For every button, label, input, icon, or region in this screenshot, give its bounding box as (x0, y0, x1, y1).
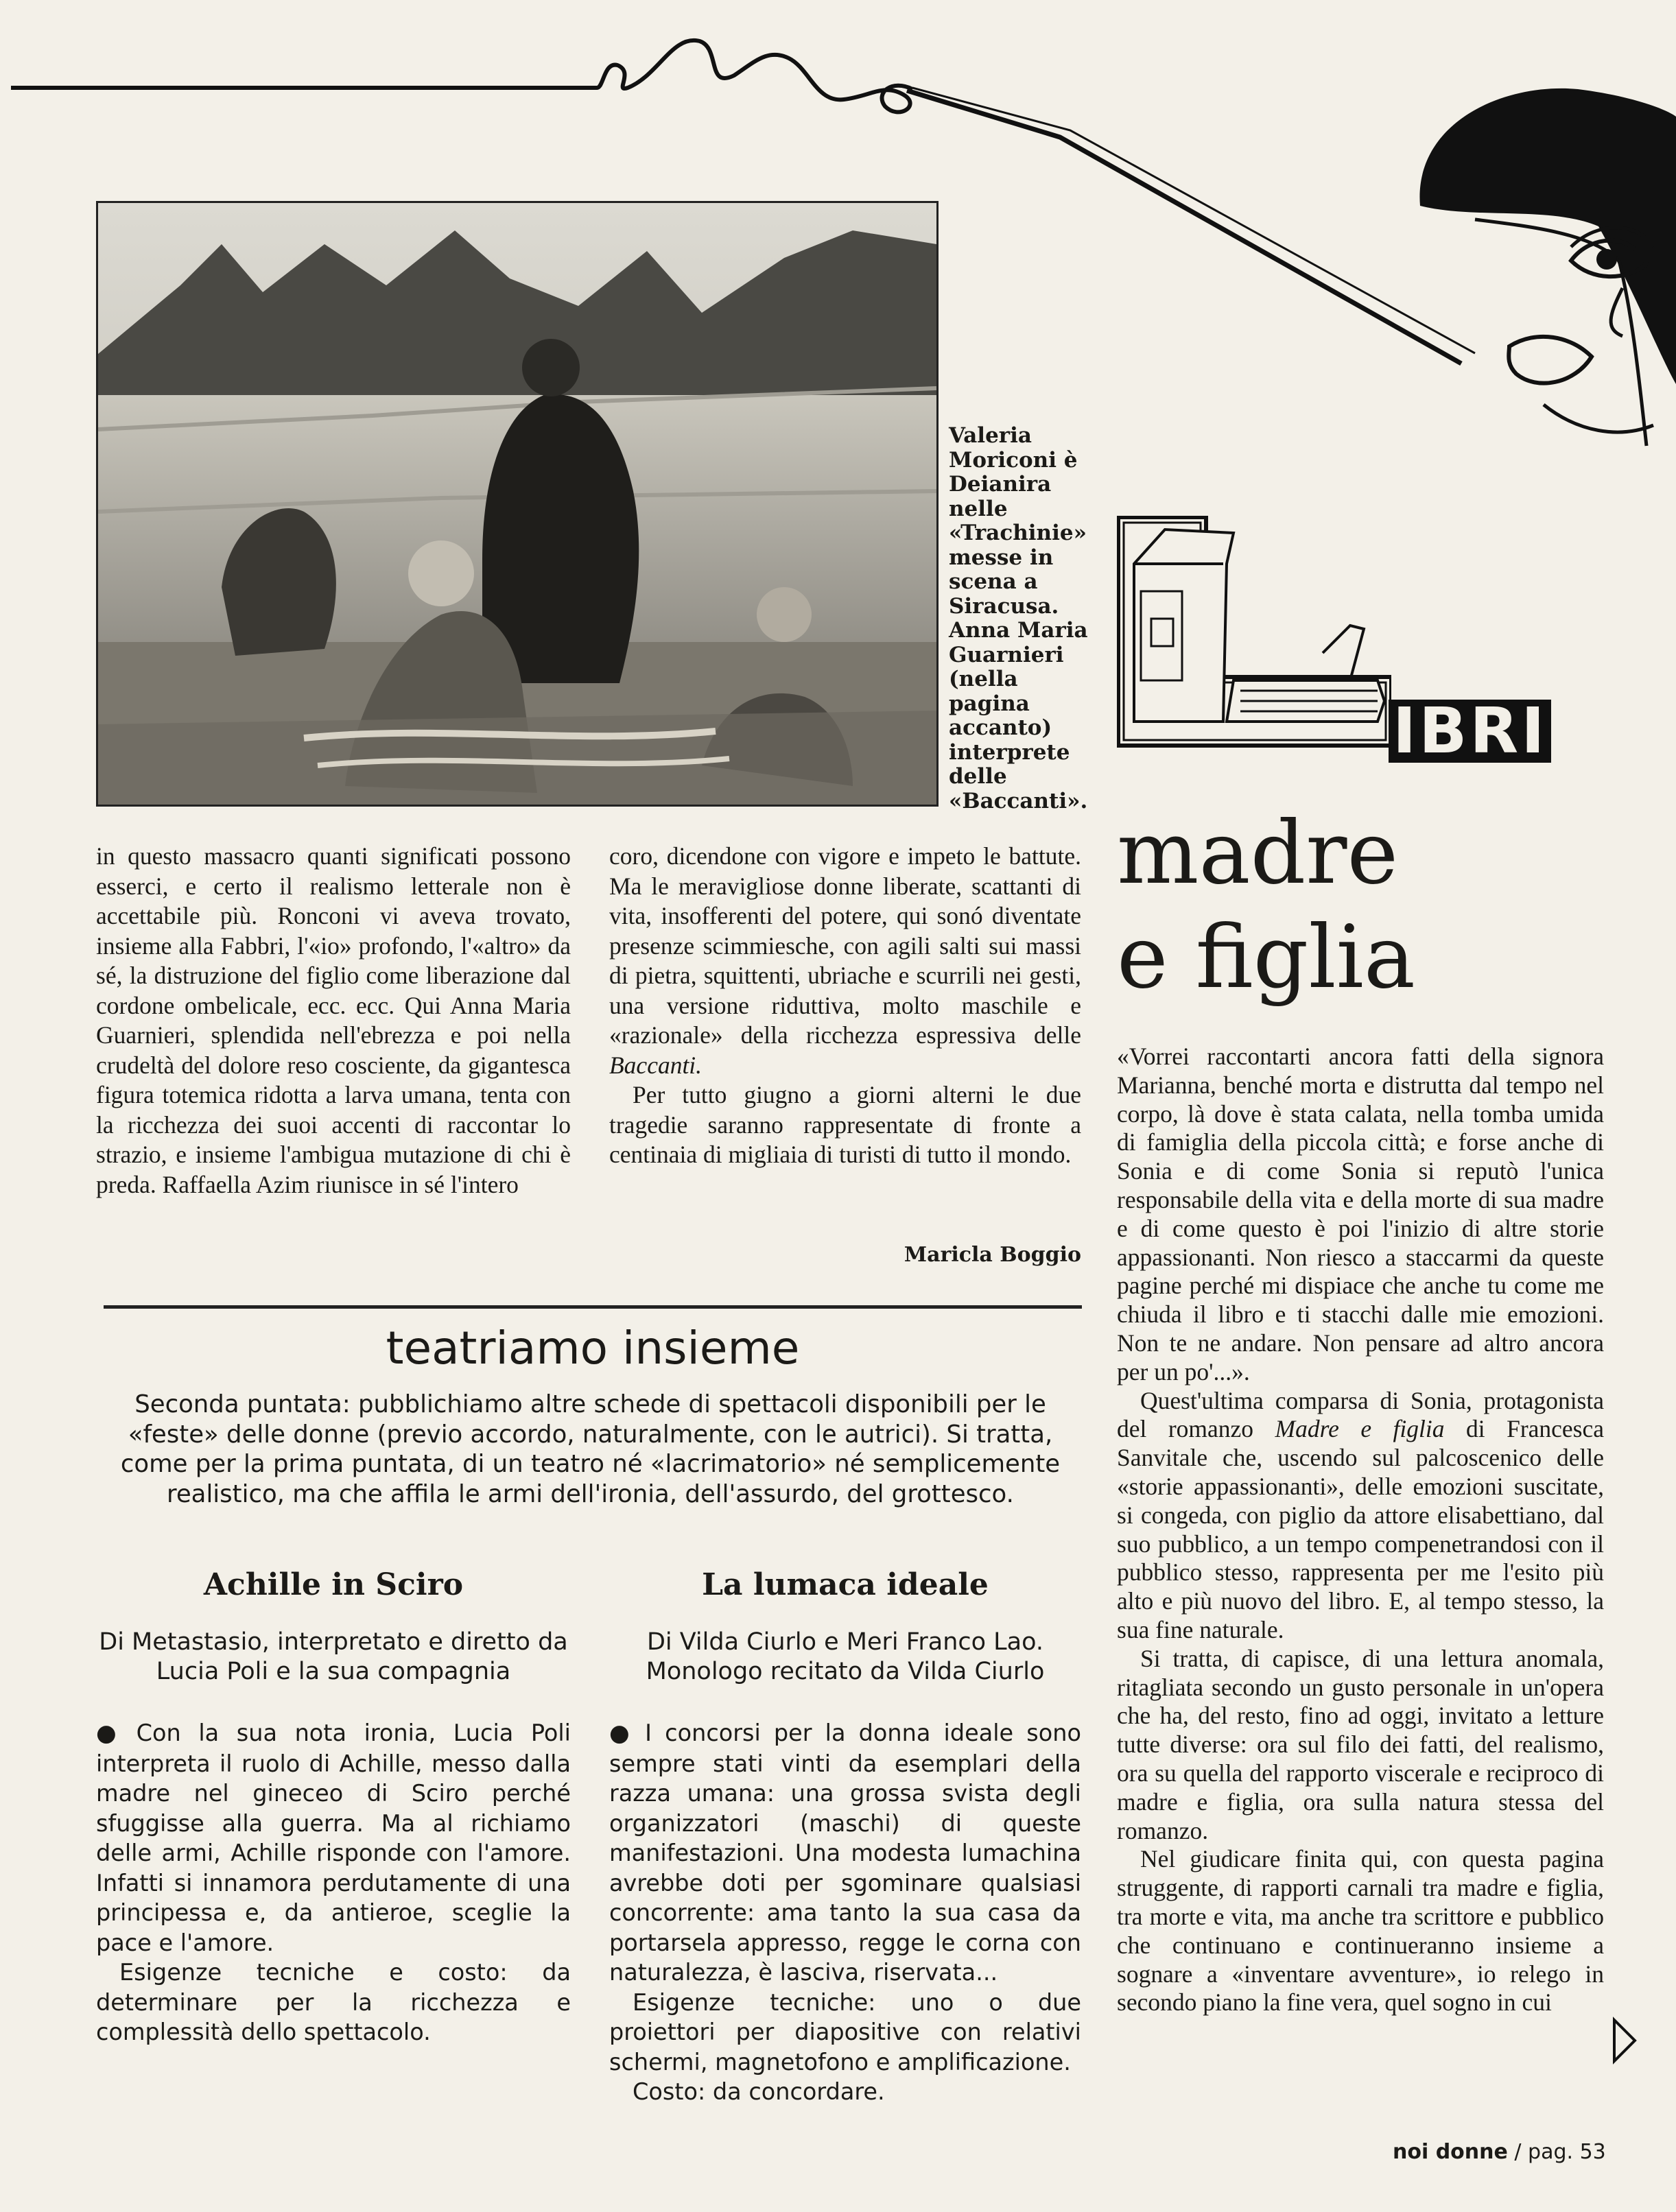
book-title: madre e figlia (1117, 802, 1416, 1008)
article-column-1 (96, 842, 571, 1200)
libri-label (1389, 694, 1551, 768)
article-author: Maricla Boggio (904, 1243, 1081, 1267)
footer-separator: / (1514, 2140, 1522, 2164)
review-paragraph-4: Nel giudicare finita qui, con questa pagina struggente, di rapporti carnali tra madre e figlia, tra morte e vita, ma anche tra scrittore e pubblico che continuano e continueranno insieme a sognare a «inventare avventure», io relego in secondo piano la fine vera, quel sogno in cui (1117, 1845, 1604, 2017)
continue-arrow-icon (1611, 2017, 1638, 2065)
show-description-achille (96, 1718, 571, 2047)
review-p2-start: Quest'ultima comparsa di Sonia, protagonista del romanzo (1117, 1386, 1604, 1443)
show1-text: Con la sua nota ironia, Lucia Poli interpreta il ruolo di Achille, messo dalla madre nel gineceo di Sciro perché sfuggisse alla guerra. Ma al richiamo delle armi, Achille risponde con l'amore. Infatti si innamora perdutamente di una principessa e, da antieroe, sceglie la pace e l'amore. (96, 1720, 571, 1956)
bullet-icon: ● (609, 1720, 636, 1747)
article-col2-text: coro, dicendone con vigore e impeto le battute. Ma le meravigliose donne liberate, scattanti di vita, insofferenti del potere, qui sonó diventate presenze scimmiesche, con agili salti sui massi di pietra, squittenti, ubriache e scurrili nei gesti, una versione riduttiva, molto maschile e «razionale» della ricchezza espressiva delle (609, 842, 1081, 1049)
article-column-2 (609, 842, 1081, 1170)
cigarette-holder (907, 91, 1461, 364)
show-title-lumaca: La lumaca ideale (702, 1567, 989, 1602)
magazine-name: noi donne (1393, 2140, 1508, 2164)
cigarette-holder-inner (912, 88, 1475, 353)
stage-photograph (96, 201, 939, 807)
woman-hair (1419, 88, 1676, 384)
bullet-icon: ● (96, 1720, 127, 1747)
show1-paragraph-2: Esigenze tecniche e costo: da determinare per la ricchezza e complessità dello spettacolo. (96, 1959, 571, 2045)
section-divider (104, 1305, 1082, 1309)
libri-text: IBRI (1389, 700, 1551, 763)
page-footer (1393, 2140, 1606, 2164)
show-title-achille: Achille in Sciro (203, 1567, 464, 1602)
show-credit-achille: Di Metastasio, interpretato e diretto da Lucia Poli e la sua compagnia (99, 1628, 568, 1685)
book-review-column (1117, 1043, 1604, 2017)
article-col2-paragraph-1 (609, 842, 1081, 1080)
baccanti-title: Baccanti. (609, 1051, 703, 1079)
libri-books-logo (1117, 516, 1391, 749)
show-credit-lumaca: Di Vilda Ciurlo e Meri Franco Lao. Monologo recitato da Vilda Ciurlo (646, 1628, 1045, 1685)
show2-paragraph-2: Esigenze tecniche: uno o due proiettori per diapositive con relativi schermi, magnetofono e amplificazione. (609, 1988, 1081, 2076)
photo-scene (98, 203, 936, 805)
review-p2-end: di Francesca Sanvitale che, uscendo sul palcoscenico delle «storie appassionanti», delle emozioni suscitate, si congeda, con piglio da attore elisabettiano, dal suo pubblico, a un tempo compenetrandosi con il pubblico stesso, rappresenta per me l'esito più alto e più nuovo del libro. E, al tempo stesso, la sua fine naturale. (1117, 1415, 1605, 1643)
photo-caption: Valeria Moriconi è Deianira nelle «Trachinie» messe in scena a Siracusa. Anna Maria Guarnieri (nella pagina accanto) interprete delle «Baccanti». (949, 423, 1088, 813)
woman-chin (1544, 405, 1653, 432)
books-icon (1134, 530, 1384, 722)
teatriamo-intro: Seconda puntata: pubblichiamo altre schede di spettacoli disponibili per le «feste» delle donne (previo accordo, naturalmente, con le autrici). Si tratta, come per la prima puntata, di un teatro né «lacrimatorio» né semplicemente realistico, ma che affila le armi dell'ironia, dell'assurdo, del grottesco. (120, 1390, 1061, 1508)
review-paragraph-2 (1117, 1387, 1604, 1645)
article-col1-text: in questo massacro quanti significati possono esserci, e certo il realismo letterale non è accettabile più. Ronconi vi aveva trovato, insieme alla Fabbri, l'«io» profondo, l'«altro» da sé, la distruzione del figlio come liberazione dal cordone ombelicale, ecc. ecc. Qui Anna Maria Guarnieri, splendida nell'ebrezza e poi nella crudeltà del dolore reso cosciente, da gigantesca figura totemica ridotta a larva umana, tenta con la ricchezza dei suoi accenti di raccontar lo strazio, e insieme l'ambigua mutazione di chi è preda. Raffaella Azim riunisce in sé l'intero (96, 842, 571, 1198)
page-number: pag. 53 (1528, 2140, 1606, 2164)
teatriamo-heading: teatriamo insieme (386, 1322, 800, 1375)
review-paragraph-3: Si tratta, di capisce, di una lettura anomala, ritagliata secondo un gusto personale in un'opera che ha, del resto, fino ad oggi, invitato a letture tutte diverse: ora sul filo dei fatti, del realismo, ora su quella del rapporto viscerale e reciproco di madre e figlia, ora sulla natura stessa del romanzo. (1117, 1644, 1604, 1844)
show-description-lumaca (609, 1718, 1081, 2107)
article-col2-paragraph-2: Per tutto giugno a giorni alterni le due tragedie saranno rappresentate di fronte a centinaia di migliaia di turisti di tutto il mondo. (609, 1081, 1081, 1168)
show2-text: I concorsi per la donna ideale sono sempre stati vinti da esemplari della razza umana: una grossa svista degli organizzatori (maschi) di queste manifestazioni. Una modesta lumachina avrebbe doti per sgominare qualsiasi concorrente: ama tanto la sua casa da portarsela appresso, regge le corna con naturalezza, è lasciva, riservata... (609, 1720, 1081, 1986)
decorative-line (11, 40, 912, 112)
woman-lips (1509, 337, 1592, 383)
show2-paragraph-1 (609, 1718, 1081, 1988)
show1-paragraph-1 (96, 1718, 571, 1958)
review-book-italic: Madre e figlia (1275, 1415, 1445, 1443)
woman-nose (1611, 288, 1622, 336)
review-paragraph-1: «Vorrei raccontarti ancora fatti della signora Marianna, benché morta e distrutta dal tempo nel corpo, là dove è stata calata, nella tomba umida di famiglia della piccola città; e forse anche di Sonia e di come Sonia si reputò l'unica responsabile della vita e della morte di sua madre e di come questo è poi l'inizio di altre storie appassionanti. Non riesco a staccarmi da queste pagine perché mi dispiace che anche tu come me chiuda il libro e ti stacchi dalle mie emozioni. Non te ne andare. Non pensare ad altro ancora per un po'...». (1117, 1043, 1604, 1386)
show2-paragraph-3: Costo: da concordare. (633, 2078, 885, 2105)
